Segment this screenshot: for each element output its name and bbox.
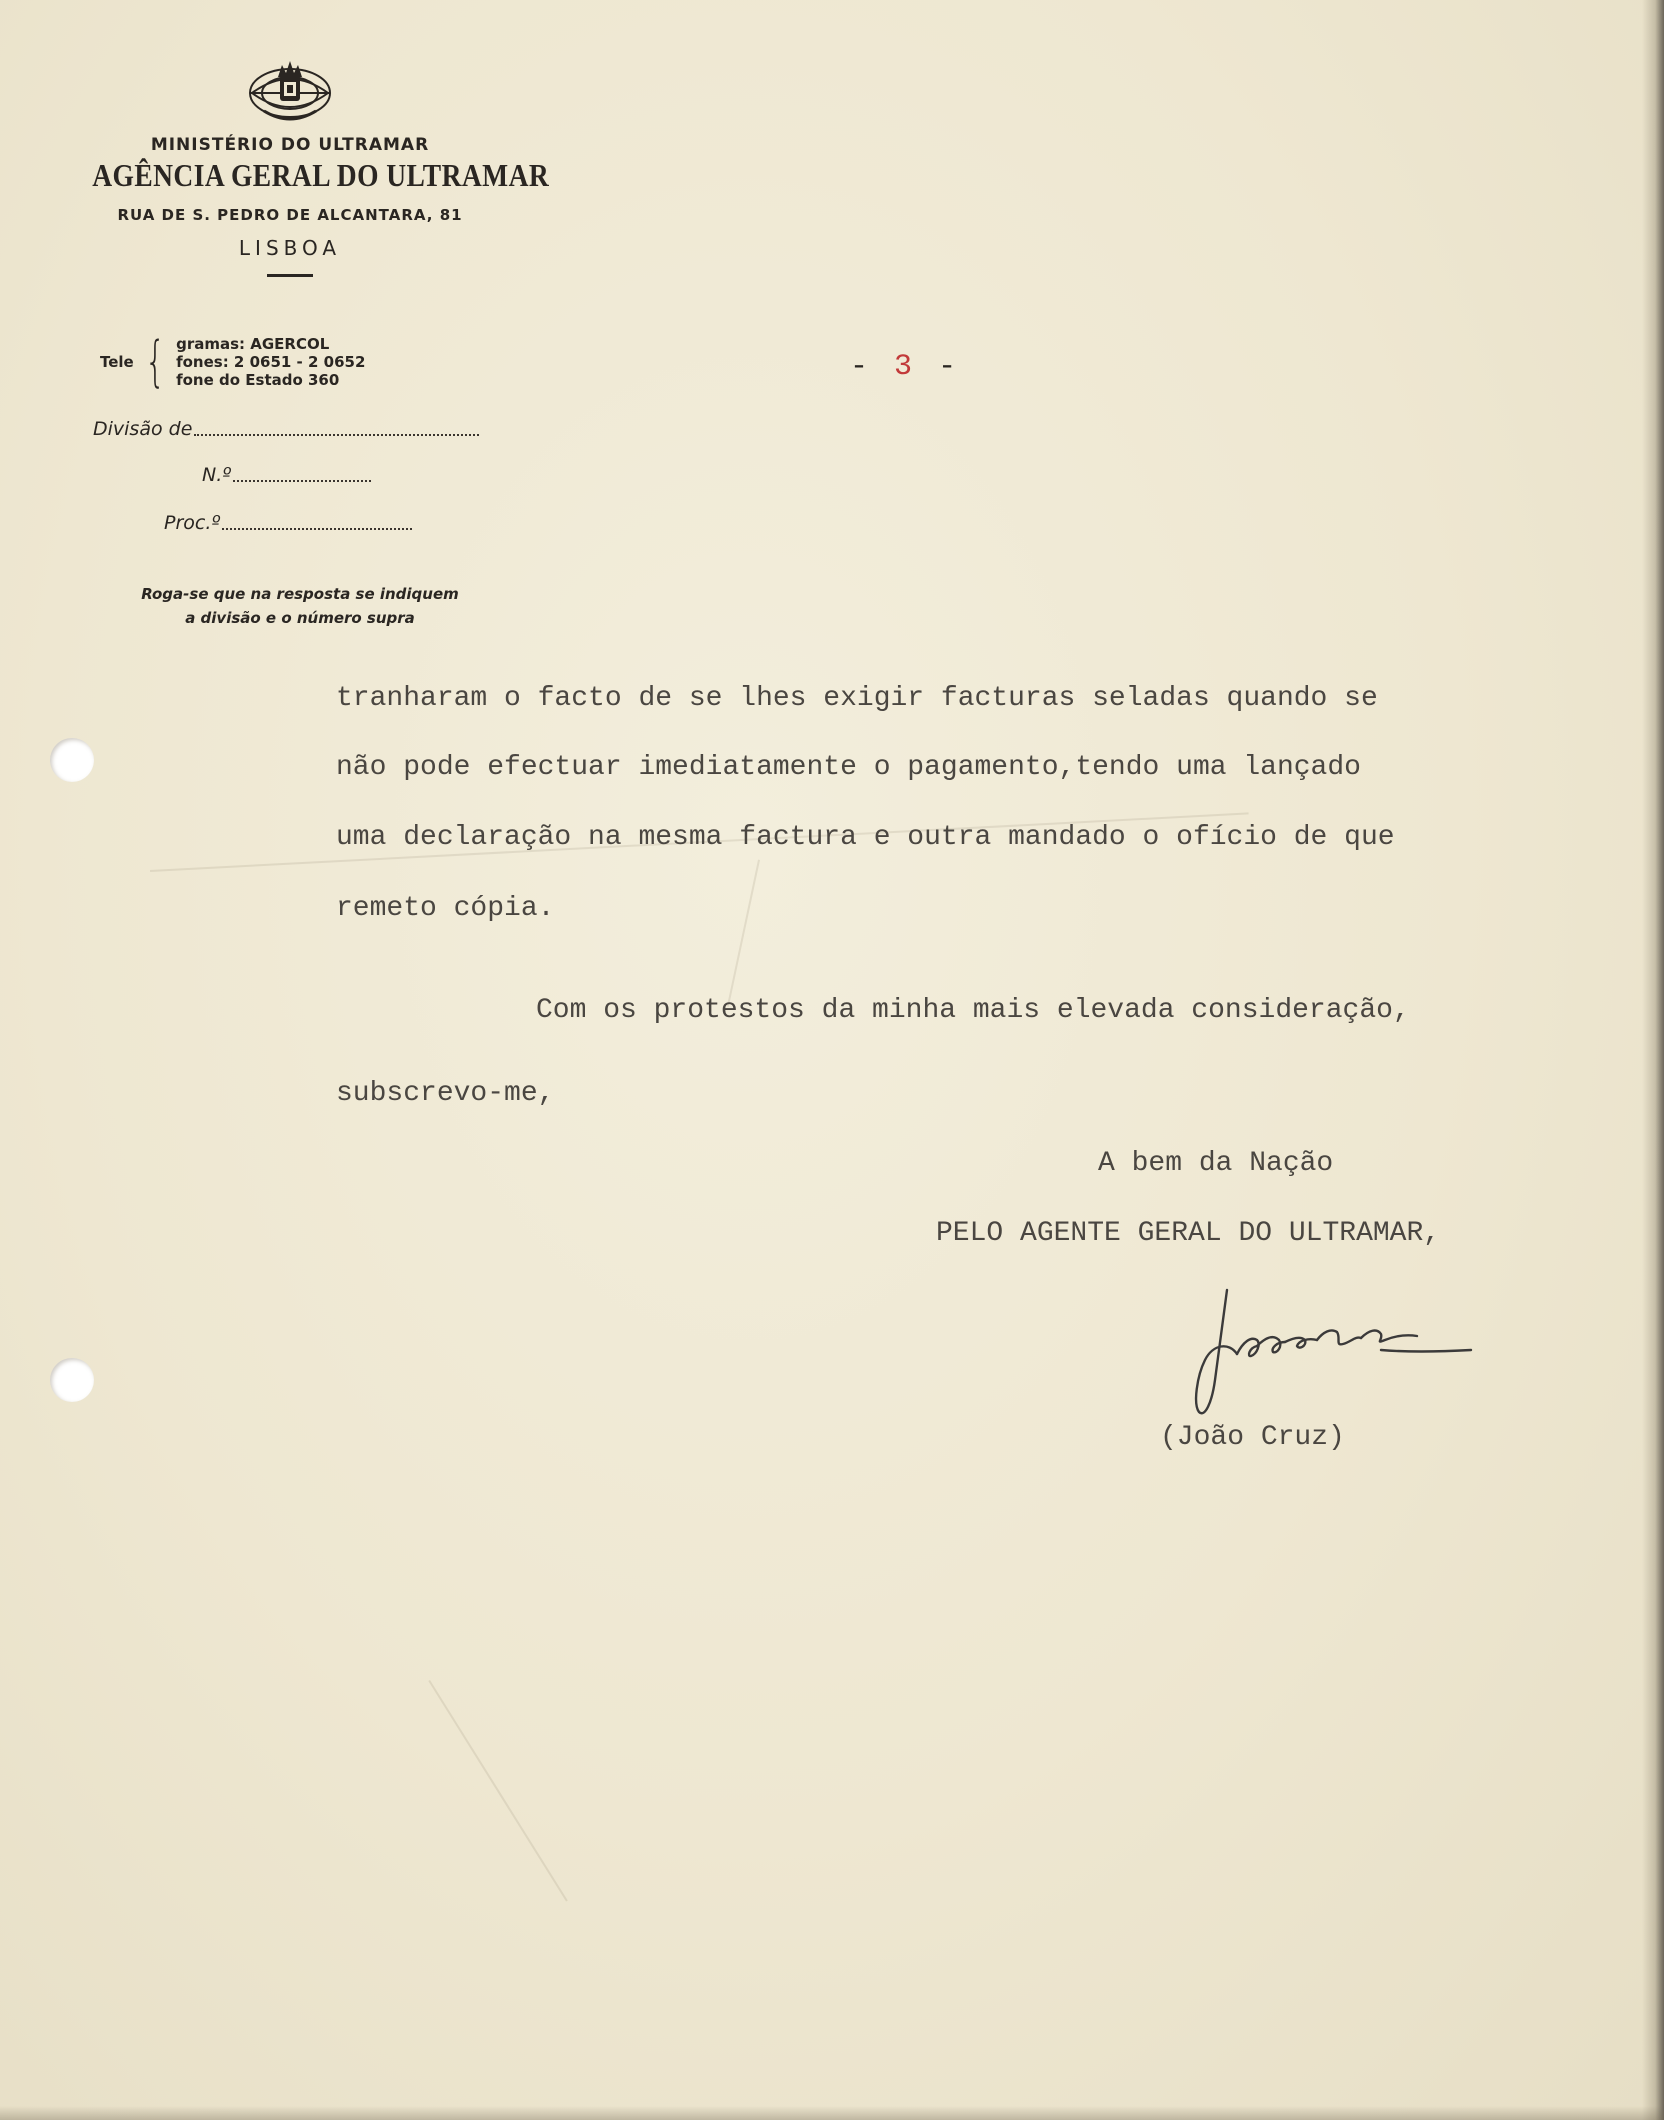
closing-line: subscrevo-me, xyxy=(336,1078,555,1109)
number-field xyxy=(202,464,371,486)
punch-hole xyxy=(50,738,94,782)
process-field xyxy=(164,512,412,534)
state-phone-line: fone do Estado 360 xyxy=(176,371,340,389)
paper-edge-bottom xyxy=(0,2106,1664,2120)
body-line: tranharam o facto de se lhes exigir facturas seladas quando se xyxy=(336,683,1378,714)
notice-line: a divisão e o número supra xyxy=(185,609,415,627)
page-number-prefix: - xyxy=(850,350,873,384)
division-field xyxy=(93,418,479,440)
notice-line: Roga-se que na resposta se indiquem xyxy=(141,585,459,603)
salutation: A bem da Nação xyxy=(1098,1148,1334,1179)
process-blank xyxy=(222,527,412,530)
street-address: RUA DE S. PEDRO DE ALCANTARA, 81 xyxy=(117,206,463,224)
division-label: Divisão de xyxy=(93,418,193,440)
brace-icon: { xyxy=(144,330,166,393)
telegram-line: gramas: AGERCOL xyxy=(176,335,330,353)
page-number-suffix: - xyxy=(938,350,961,384)
closing-line: Com os protestos da minha mais elevada consideração, xyxy=(536,995,1410,1026)
page-number xyxy=(850,350,960,384)
tele-lines xyxy=(176,335,365,389)
tele-label: Tele xyxy=(100,353,134,371)
handwritten-signature xyxy=(1185,1280,1485,1430)
signatory-name: (João Cruz) xyxy=(1160,1422,1345,1453)
phone-line: fones: 2 0651 - 2 0652 xyxy=(176,353,366,371)
paper-edge-shadow xyxy=(1642,0,1664,2120)
process-label: Proc.º xyxy=(164,512,221,534)
telecom-block xyxy=(100,330,366,393)
page-number-value: 3 xyxy=(894,350,917,384)
punch-hole xyxy=(50,1358,94,1402)
on-behalf-line: PELO AGENTE GERAL DO ULTRAMAR, xyxy=(936,1218,1441,1249)
agency-name: AGÊNCIA GERAL DO ULTRAMAR xyxy=(92,157,550,193)
number-blank xyxy=(233,479,371,482)
letterhead xyxy=(60,55,550,277)
paper-fold-line xyxy=(428,1680,567,1902)
number-label: N.º xyxy=(202,464,232,486)
division-blank xyxy=(194,433,479,436)
body-line: remeto cópia. xyxy=(336,893,555,924)
paper-fold-line xyxy=(727,860,760,1007)
ministry-name: MINISTÉRIO DO ULTRAMAR xyxy=(150,135,430,155)
body-line: não pode efectuar imediatamente o pagamento,tendo uma lançado xyxy=(336,752,1361,783)
body-line: uma declaração na mesma factura e outra mandado o ofício de que xyxy=(336,822,1395,853)
reply-notice xyxy=(100,582,500,630)
letterhead-divider xyxy=(267,274,313,277)
coat-of-arms-icon xyxy=(242,55,338,127)
city-name: LISBOA xyxy=(238,236,342,260)
